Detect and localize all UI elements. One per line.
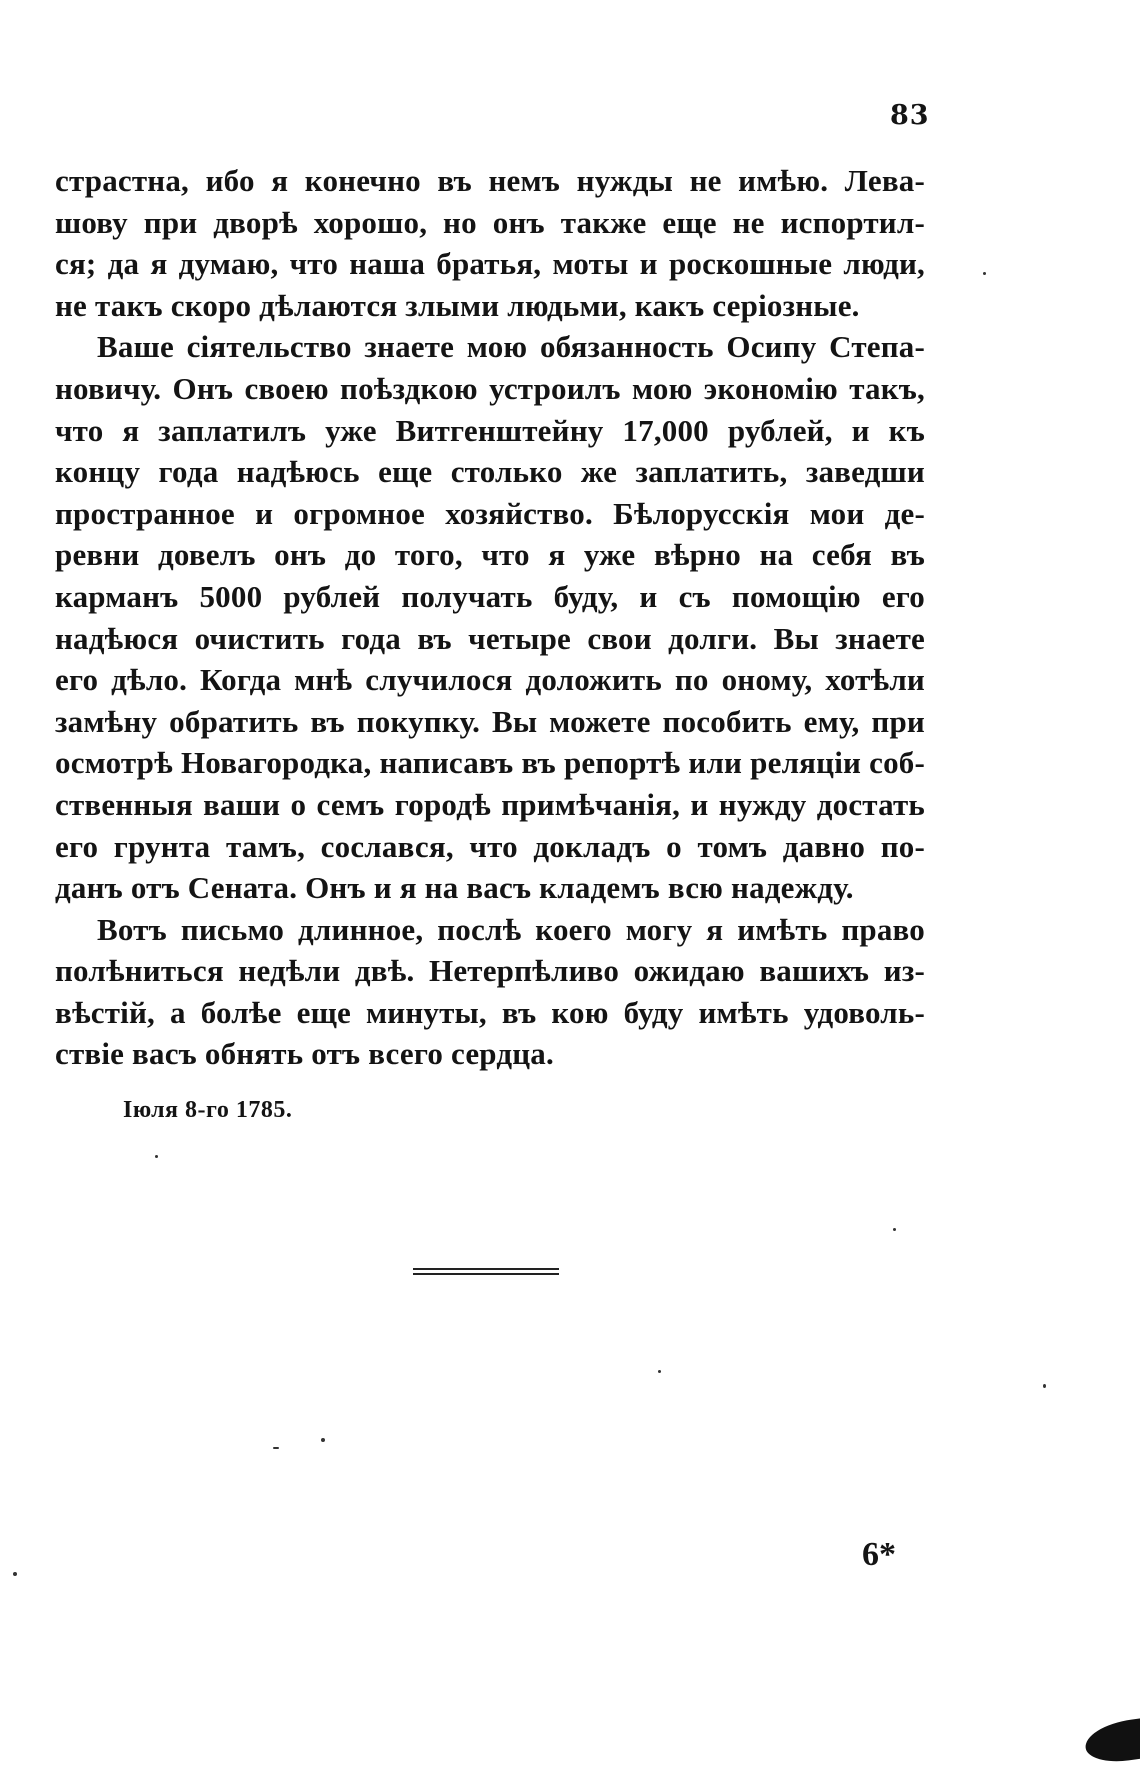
text-line: вѣстій, а болѣе еще минуты, въ кою буду имѣть удоволь- <box>55 994 925 1030</box>
text-line: ревни довелъ онъ до того, что я уже вѣрно на себя въ <box>55 537 925 573</box>
scan-speck <box>893 1228 896 1231</box>
text-line: полѣниться недѣли двѣ. Нетерпѣливо ожидаю вашихъ из- <box>55 953 925 989</box>
letter-body <box>55 160 925 1075</box>
text-line: новичу. Онъ своею поѣздкою устроилъ мою экономію такъ, <box>55 370 925 406</box>
text-line: надѣюся очистить года въ четыре свои долги. Вы знаете <box>55 620 925 656</box>
text-line: его дѣло. Когда мнѣ случилося доложить по оному, хотѣли <box>55 662 925 698</box>
text-line: Вотъ письмо длинное, послѣ коего могу я имѣть право <box>97 911 925 947</box>
text-line: ся; да я думаю, что наша братья, моты и роскошные люди, <box>55 246 925 282</box>
signature-mark: 6* <box>862 1536 896 1573</box>
scan-speck <box>1043 1384 1046 1388</box>
text-line: замѣну обратить въ покупку. Вы можете пособить ему, при <box>55 703 925 739</box>
text-line: концу года надѣюсь еще столько же заплатить, заведши <box>55 454 925 490</box>
scan-speck <box>321 1438 325 1442</box>
scan-speck <box>155 1155 158 1158</box>
text-line: карманъ 5000 рублей получать буду, и съ помощію его <box>55 578 925 614</box>
scan-speck <box>983 272 986 275</box>
text-line: шову при дворѣ хорошо, но онъ также еще не испортил- <box>55 204 925 240</box>
text-line: страстна, ибо я конечно въ немъ нужды не имѣю. Лева- <box>55 163 925 198</box>
scan-speck <box>273 1447 279 1449</box>
text-line: пространное и огромное хозяйство. Бѣлорусскія мои де- <box>55 495 925 531</box>
text-line: не такъ скоро дѣлаются злыми людьми, какъ серіозные. <box>55 287 860 323</box>
scan-speck <box>13 1572 17 1576</box>
text-line: его грунта тамъ, сослався, что докладъ о томъ давно по- <box>55 828 925 864</box>
text-line: что я заплатилъ уже Витгенштейну 17,000 рублей, и къ <box>55 412 925 448</box>
text-line: Ваше сіятельство знаете мою обязанность Осипу Степа- <box>97 329 925 365</box>
text-line: ственныя ваши о семъ городѣ примѣчанія, и нужду достать <box>55 786 925 822</box>
text-line: осмотрѣ Новагородка, написавъ въ репортѣ или реляціи соб- <box>55 745 925 781</box>
page-number: 83 <box>890 100 930 131</box>
scan-blot <box>1083 1714 1140 1766</box>
text-line: ствіе васъ обнять отъ всего сердца. <box>55 1036 554 1072</box>
section-divider <box>413 1268 559 1276</box>
text-line: данъ отъ Сената. Онъ и я на васъ кладемъ всю надежду. <box>55 870 854 906</box>
letter-date: Іюля 8-го 1785. <box>123 1097 293 1123</box>
scan-speck <box>658 1370 661 1373</box>
